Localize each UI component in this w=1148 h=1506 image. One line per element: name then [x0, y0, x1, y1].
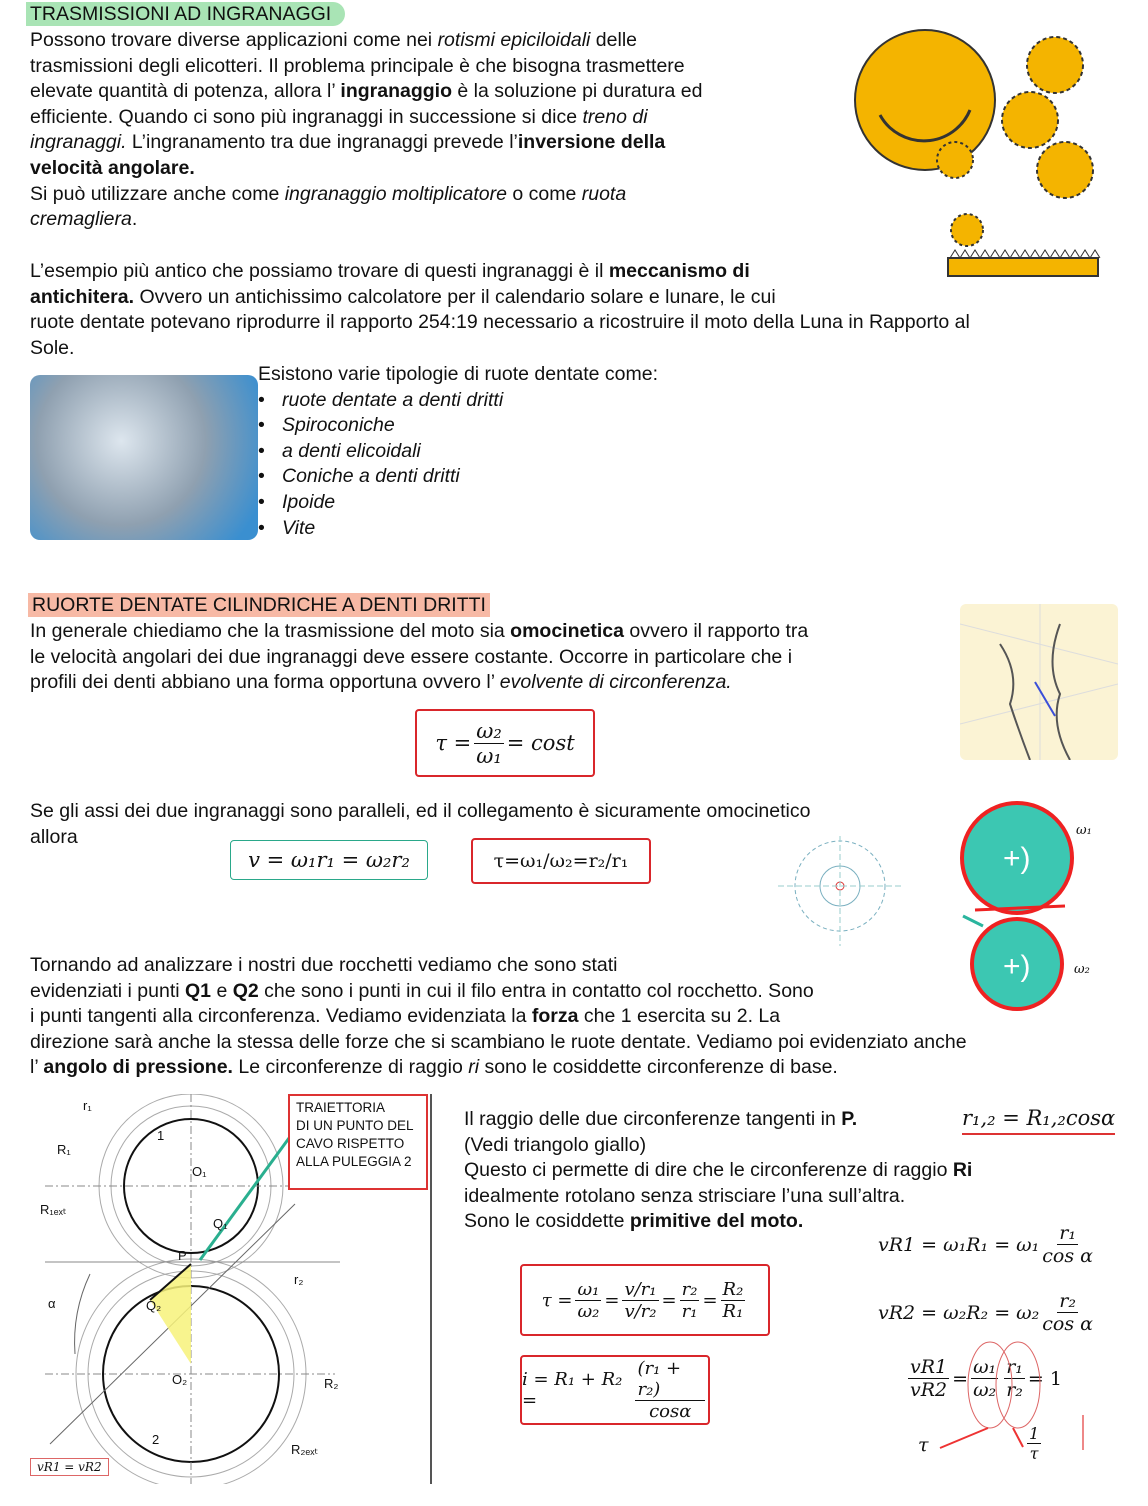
numerator: (r₁ + r₂) [635, 1358, 705, 1401]
text-run: allora [30, 825, 78, 848]
text-run: delle [590, 29, 637, 51]
formula-lhs: τ = [435, 731, 472, 755]
denominator: v/r₂ [624, 1300, 657, 1322]
formula-ratio: τ=ω₁/ω₂=r₂/r₁ [471, 838, 651, 884]
text-run: Ri [952, 1159, 973, 1182]
svg-text:+): +) [1003, 950, 1031, 983]
inverse-tau-label [1024, 1424, 1044, 1463]
text-run: ruote dentate potevano riprodurre il rapporto 254:19 necessario a ricostruire il moto della Luna in Rapporto al [30, 311, 970, 334]
list-item: • Ipoide [258, 490, 658, 516]
omega1-label: ω₁ [1076, 823, 1092, 838]
formula-lhs: vR2 = ω₂R₂ = ω₂ [878, 1301, 1040, 1324]
fraction [622, 1279, 658, 1322]
text-run: cremagliera [30, 208, 132, 231]
text-run: In generale chiediamo che la trasmissione del moto sia [30, 620, 511, 642]
text-run: P. [841, 1108, 858, 1130]
paragraph-antichitera [30, 259, 970, 361]
circle-sketch [778, 836, 904, 946]
denominator: ω₂ [973, 1379, 997, 1401]
text-run: ingranaggio moltiplicatore [284, 182, 507, 205]
label-R2: R₂ [324, 1376, 339, 1391]
gear-types-intro: Esistono varie tipologie di ruote dentate come: [258, 363, 658, 385]
vr-equal-box: vR1 = vR2 [30, 1458, 109, 1476]
involute-profile-diagram [960, 604, 1118, 760]
numerator: ω₁ [577, 1278, 600, 1300]
text-line [30, 953, 967, 979]
text-line [30, 130, 702, 156]
label-P: P [178, 1248, 187, 1263]
text-run: L’esempio più antico che possiamo trovare di questi ingranaggi è il [30, 260, 609, 282]
formula-lhs: τ = [541, 1289, 573, 1311]
text-line [30, 336, 970, 362]
ratio-annotation-ovals [900, 1340, 1100, 1450]
text-line [30, 1004, 967, 1030]
denominator: τ [1029, 1444, 1039, 1463]
denominator: cos α [1042, 1245, 1093, 1267]
text-line [464, 1133, 972, 1159]
paragraph-intro [30, 28, 702, 233]
text-run: che sono i punti in cui il filo entra in contatto col rocchetto. Sono [258, 979, 814, 1002]
text-run: Possono trovare diverse applicazioni come nei [30, 29, 438, 51]
formula-tau-ratios: τ = $\frac{\text{ω₁}}{\text{ω₂}}$ = $\frac{\text{v/r₁}}{\text{v/r₂}}$ = $\frac{\text{r₂}}{\text{r₁}}$ = $\frac{\text{R₂}}{\text{R₁}}$ [520, 1264, 770, 1336]
text-run: Ovvero un antichissimo calcolatore per il calendario solare e lunare, le cui [134, 285, 776, 308]
text-run: Questo ci permette di dire che le circonferenze di raggio [464, 1159, 953, 1182]
paragraph-omocinetica [30, 619, 808, 696]
numerator: R₂ [722, 1278, 744, 1300]
text-run: omocinetica [510, 620, 624, 642]
formula-r-cos: r₁,₂ = R₁,₂cosα [962, 1106, 1115, 1135]
fraction [680, 1279, 700, 1322]
formula-rhs: = 1 [1027, 1367, 1062, 1390]
text-run: antichitera. [30, 285, 135, 308]
text-line [30, 310, 970, 336]
section-title-trasmissioni: TRASMISSIONI AD INGRANAGGI [26, 2, 345, 26]
text-line [30, 182, 702, 208]
gears-photo [30, 375, 258, 540]
label-R1: R₁ [57, 1142, 71, 1157]
denominator: r₂ [1006, 1379, 1023, 1401]
text-run: che 1 esercita su 2. La [578, 1005, 781, 1028]
text-run: L’ingranamento tra due ingranaggi prevede l’ [126, 131, 518, 154]
denominator: R₁ [722, 1300, 744, 1322]
text-line [30, 799, 810, 825]
text-run: Q2 [232, 979, 259, 1002]
numerator: ω₁ [973, 1356, 997, 1378]
label-wheel-2: 2 [152, 1432, 160, 1447]
text-run: o come [506, 182, 582, 205]
text-line [464, 1158, 972, 1184]
numerator: r₂ [1059, 1290, 1076, 1312]
text-run: Q1 [185, 979, 212, 1002]
denominator: r₁ [681, 1300, 698, 1322]
text-line [30, 645, 808, 671]
formula-rhs: = cost [506, 731, 575, 755]
trajectory-note-box [288, 1094, 428, 1190]
numerator: 1 [1029, 1424, 1040, 1443]
text-run: (Vedi triangolo giallo) [464, 1133, 647, 1156]
fraction [1042, 1222, 1093, 1267]
label-O2: O₂ [172, 1372, 188, 1387]
text-run: profili dei denti abbiano una forma opportuna ovvero l’ [30, 671, 500, 694]
paragraph-primitive [464, 1107, 972, 1235]
list-item: • a denti elicoidali [258, 439, 658, 465]
formula-velocity: v = ω₁r₁ = ω₂r₂ [230, 840, 428, 880]
fraction [635, 1358, 705, 1422]
fraction [1042, 1290, 1093, 1335]
text-run: e [211, 979, 233, 1002]
formula-tau-cost [415, 709, 595, 777]
text-line [30, 79, 702, 105]
text-run: trasmissioni degli elicotteri. Il problema principale è che bisogna trasmettere [30, 54, 685, 77]
text-run: evolvente di circonferenza. [499, 671, 732, 694]
list-item: • ruote dentate a denti dritti [258, 388, 658, 414]
omega2-label: ω₂ [1074, 962, 1090, 977]
note-line: CAVO RISPETTO [296, 1136, 405, 1151]
label-r1: r₁ [83, 1098, 92, 1113]
text-run: efficiente. Quando ci sono più ingranaggi in successione si dice [30, 105, 583, 128]
text-run: Il raggio delle due circonferenze tangenti in [464, 1108, 842, 1130]
text-run: le velocità angolari dei due ingranaggi deve essere costante. Occorre in particolare che i [30, 645, 793, 668]
label-R2ext: R₂ₑₓₜ [291, 1442, 319, 1457]
formula-lhs: vR1 = ω₁R₁ = ω₁ [878, 1233, 1040, 1256]
text-run: ri [468, 1056, 480, 1079]
text-line [30, 105, 702, 131]
label-Q1: Q₁ [213, 1216, 228, 1231]
text-run: Si può utilizzare anche come [30, 182, 285, 205]
text-run: idealmente rotolano senza strisciare l’una sull’altra. [464, 1184, 906, 1207]
text-line [30, 1030, 967, 1056]
gear-types-list [258, 388, 658, 542]
numerator: r₁ [1006, 1356, 1023, 1378]
text-run: sono le cosiddette circonferenze di base. [479, 1056, 838, 1079]
note-line: ALLA PULEGGIA 2 [296, 1154, 412, 1169]
text-line [30, 285, 970, 311]
text-run: i punti tangenti alla circonferenza. Vediamo evidenziata la [30, 1005, 532, 1028]
text-line [30, 156, 702, 182]
text-run: ovvero il rapporto tra [623, 620, 809, 642]
numerator: r₁ [1059, 1222, 1076, 1244]
denominator: ω₁ [476, 743, 502, 768]
text-line [464, 1107, 972, 1133]
text-run: direzione sarà anche la stessa delle forze che si scambiano le ruote dentate. Vediamo poi evidenziato anche [30, 1030, 967, 1053]
text-run: ruota [581, 182, 627, 205]
gear-train-illustration [850, 20, 1110, 280]
svg-text:+): +) [1003, 842, 1031, 875]
formula-vr2 [878, 1290, 1096, 1335]
divider [430, 1094, 432, 1484]
text-line [30, 670, 808, 696]
label-wheel-1: 1 [157, 1128, 165, 1143]
text-run: forza [531, 1005, 579, 1028]
text-run: Se gli assi dei due ingranaggi sono paralleli, ed il collegamento è sicuramente omocinetico [30, 800, 811, 822]
list-item: • Vite [258, 516, 658, 542]
text-run: l’ [30, 1056, 44, 1079]
text-run: treno di [582, 105, 648, 128]
numerator: ω₂ [476, 718, 502, 743]
list-item: • Coniche a denti dritti [258, 464, 658, 490]
text-run: evidenziati i punti [30, 979, 186, 1002]
text-run: Tornando ad analizzare i nostri due rocchetti vediamo che sono stati [30, 954, 618, 976]
text-line [30, 979, 967, 1005]
label-alpha: α [48, 1296, 56, 1311]
formula-vr1 [878, 1222, 1096, 1267]
text-run: velocità angolare. [30, 156, 195, 179]
text-run: ingranaggi. [30, 131, 127, 154]
text-run: rotismi epiciloidali [437, 29, 591, 51]
denominator: vR2 [910, 1379, 948, 1401]
label-r2: r₂ [294, 1272, 304, 1287]
fraction [721, 1279, 746, 1322]
label-R1ext: R₁ₑₓₜ [40, 1202, 67, 1217]
list-item: • Spiroconiche [258, 413, 658, 439]
note-line: TRAIETTORIA [296, 1100, 386, 1115]
text-line [30, 28, 702, 54]
text-line [30, 1055, 967, 1081]
numerator: v/r₁ [624, 1278, 657, 1300]
numerator: r₂ [681, 1278, 698, 1300]
numerator: vR1 [910, 1356, 948, 1378]
formula-lhs: i = R₁ + R₂ = [522, 1369, 623, 1411]
denominator: cosα [649, 1401, 692, 1422]
text-run: è la soluzione pi duratura ed [452, 80, 703, 103]
fraction [575, 1279, 601, 1322]
note-line: DI UN PUNTO DEL [296, 1118, 414, 1133]
text-line [30, 207, 702, 233]
label-Q2: Q₂ [146, 1298, 162, 1313]
fraction [474, 719, 504, 768]
gear-types [258, 362, 658, 541]
text-run: Le circonferenze di raggio [232, 1056, 469, 1079]
fraction [1027, 1424, 1041, 1463]
text-line [30, 54, 702, 80]
text-line [30, 259, 970, 285]
text-run: meccanismo di [608, 260, 750, 282]
text-run: primitive del moto. [629, 1210, 804, 1233]
text-run: ingranaggio [340, 80, 452, 103]
label-O1: O₁ [192, 1164, 207, 1179]
text-line [464, 1184, 972, 1210]
formula-v-ratio: $\frac{vR1}{vR2}$ = $\frac{\text{ω₁}}{\text{ω₂}}$ $\frac{\text{r₁}}{\text{r₂}}$ = 1 [910, 1356, 1062, 1401]
text-run: . [131, 208, 138, 231]
formula-interaxis [520, 1355, 710, 1425]
denominator: ω₂ [577, 1300, 600, 1322]
text-run: Sono le cosiddette [464, 1210, 630, 1233]
text-run: inversione della [517, 131, 666, 154]
section-title-ruote-dentate: RUORTE DENTATE CILINDRICHE A DENTI DRITTI [28, 593, 490, 617]
text-run: Sole. [30, 336, 75, 359]
tau-label: τ [918, 1434, 929, 1456]
text-run: angolo di pressione. [43, 1056, 233, 1079]
text-run: elevate quantità di potenza, allora l’ [30, 80, 341, 103]
text-line [30, 619, 808, 645]
denominator: cos α [1042, 1313, 1093, 1335]
paragraph-rocchetti [30, 953, 967, 1081]
